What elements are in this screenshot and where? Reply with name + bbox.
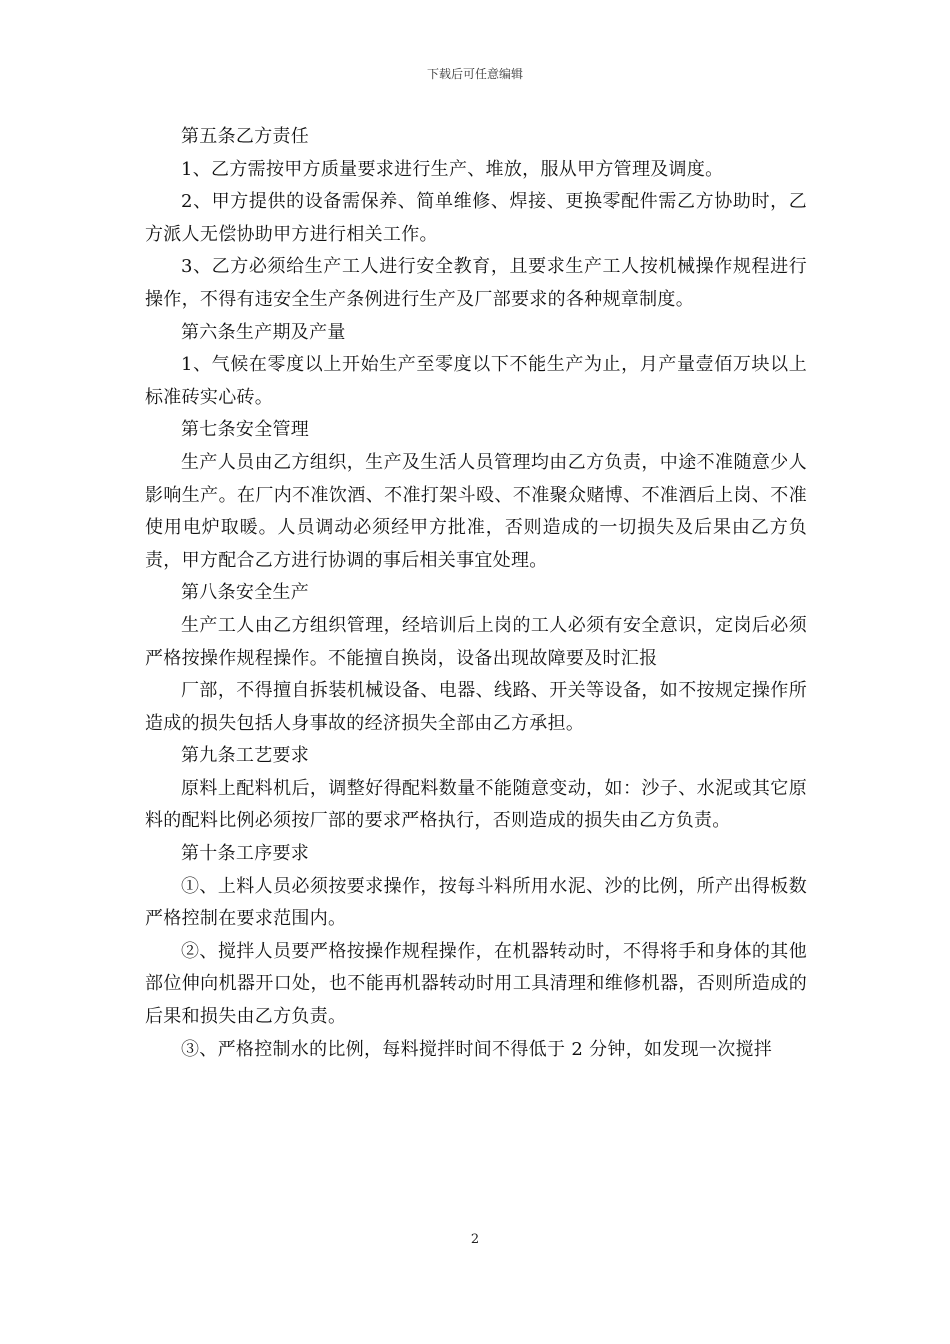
paragraph: 原料上配料机后，调整好得配料数量不能随意变动，如：沙子、水泥或其它原料的配料比例必须按厂部的要求严格执行，否则造成的损失由乙方负责。 [145, 777, 807, 832]
section-heading-6: 第六条生产期及产量 [181, 321, 346, 343]
page-header: 下载后可任意编辑 [426, 67, 523, 81]
section-heading-10: 第十条工序要求 [181, 843, 310, 865]
document-body [145, 121, 807, 1066]
paragraph: 1、气候在零度以上开始生产至零度以下不能生产为止，月产量壹佰万块以上标准砖实心砖。 [145, 354, 807, 408]
paragraph: 生产人员由乙方组织，生产及生活人员管理均由乙方负责，中途不准随意少人影响生产。在厂内不准饮酒、不准打架斗殴、不准聚众赌博、不准酒后上岗、不准使用电炉取暖。人员调动必须经甲方批准，否则造成的一切损失及后果由乙方负责，甲方配合乙方进行协调的事后相关事宜处理。 [145, 451, 807, 571]
paragraph: 厂部，不得擅自拆装机械设备、电器、线路、开关等设备，如不按规定操作所造成的损失包括人身事故的经济损失全部由乙方承担。 [145, 680, 807, 734]
section-heading-7: 第七条安全管理 [181, 419, 310, 441]
paragraph: 生产工人由乙方组织管理，经培训后上岗的工人必须有安全意识，定岗后必须严格按操作规程操作。不能擅自换岗，设备出现故障要及时汇报 [145, 614, 807, 669]
paragraph: 1、乙方需按甲方质量要求进行生产、堆放，服从甲方管理及调度。 [181, 158, 724, 180]
paragraph: ②、搅拌人员要严格按操作规程操作，在机器转动时，不得将手和身体的其他部位伸向机器开口处，也不能再机器转动时用工具清理和维修机器，否则所造成的后果和损失由乙方负责。 [145, 940, 807, 1028]
paragraph: 2、甲方提供的设备需保养、简单维修、焊接、更换零配件需乙方协助时，乙方派人无偿协助甲方进行相关工作。 [145, 191, 807, 245]
paragraph: ①、上料人员必须按要求操作，按每斗料所用水泥、沙的比例，所产出得板数严格控制在要求范围内。 [145, 875, 807, 930]
section-heading-5: 第五条乙方责任 [181, 126, 310, 147]
page-number: 2 [470, 1232, 480, 1247]
paragraph: ③、严格控制水的比例，每料搅拌时间不得低于 2 分钟，如发现一次搅拌 [181, 1038, 773, 1060]
section-heading-9: 第九条工艺要求 [181, 745, 310, 767]
section-heading-8: 第八条安全生产 [181, 582, 310, 604]
paragraph: 3、乙方必须给生产工人进行安全教育，且要求生产工人按机械操作规程进行操作，不得有违安全生产条例进行生产及厂部要求的各种规章制度。 [145, 256, 807, 310]
